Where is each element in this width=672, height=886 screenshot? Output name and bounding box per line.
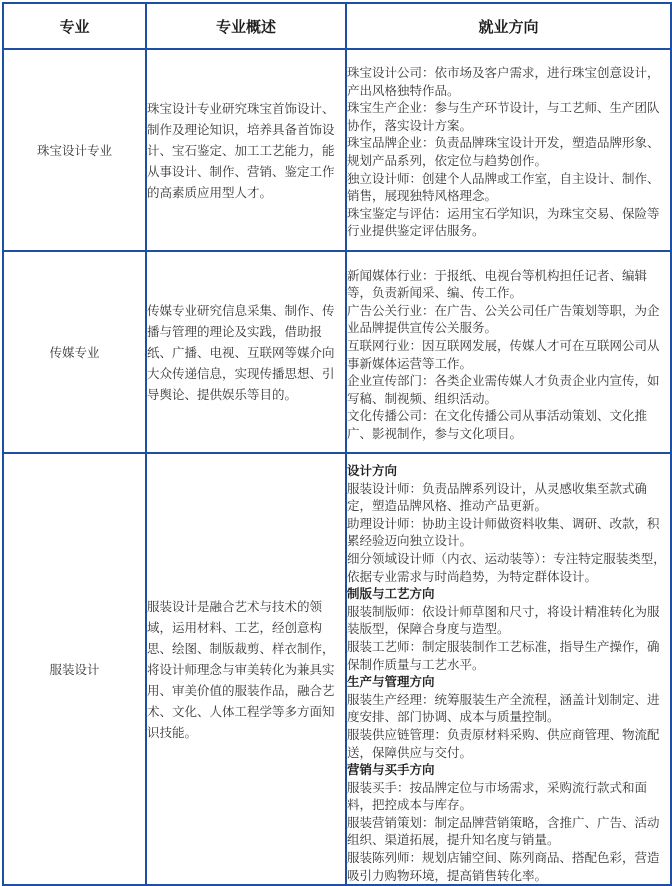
- career-list: [346, 453, 671, 885]
- table-row: [3, 251, 671, 453]
- table-row: [3, 49, 671, 251]
- major-overview: 服装设计是融合艺术与技术的领域，运用材料、工艺，经创意构思、绘图、制版裁剪、样衣制作，将设计师理念与审美转化为兼具实用、审美价值的服装作品，融合艺术、文化、人体工程学等多方面知识技能。: [146, 453, 346, 885]
- career-item: 服装陈列师：规划店铺空间、陈列商品、搭配色彩，营造吸引力购物环境，提高销售转化率。: [347, 850, 660, 883]
- major-overview: 珠宝设计专业研究珠宝首饰设计、制作及理论知识，培养具备首饰设计、宝石鉴定、加工工艺能力，能从事设计、制作、营销、鉴定工作的高素质应用型人才。: [146, 49, 346, 251]
- career-item: 广告公关行业：在广告、公关公司任广告策划等职，为企业品牌提供宣传公关服务。: [347, 302, 660, 336]
- career-item: 珠宝设计公司：依市场及客户需求，进行珠宝创意设计，产出风格独特作品。: [347, 65, 660, 98]
- header-career: 就业方向: [346, 3, 671, 49]
- career-item: 服装生产经理：统筹服装生产全流程，涵盖计划制定、进度安排、部门协调、成本与质量控制。: [347, 691, 660, 725]
- career-item: 服装供应链管理：负责原材料采购、供应商管理、物流配送，保障供应与交付。: [347, 726, 660, 760]
- career-item: 文化传播公司：在文化传播公司从事活动策划、文化推广、影视制作，参与文化项目。: [347, 408, 648, 441]
- header-row: [3, 3, 671, 49]
- career-item: 服装营销策划：制定品牌营销策略，含推广、广告、活动组织、渠道拓展，提升知名度与销量。: [347, 814, 660, 848]
- major-name: 传媒专业: [3, 251, 146, 453]
- career-item: 服装买手：按品牌定位与市场需求，采购流行款式和面料，把控成本与库存。: [347, 779, 648, 813]
- major-name: 服装设计: [3, 453, 146, 885]
- career-list: [346, 251, 671, 453]
- career-section-title: 设计方向: [347, 463, 398, 478]
- header-major: 专业: [3, 3, 146, 49]
- career-item: 新闻媒体行业：于报纸、电视台等机构担任记者、编辑等，负责新闻采、编、传工作。: [347, 267, 648, 301]
- majors-table: [2, 2, 672, 886]
- career-item: 细分领域设计师（内衣、运动装等）：专注特定服装类型，依据专业需求与时尚趋势，为特定群体设计。: [347, 550, 666, 584]
- career-item: 服装工艺师：制定服装制作工艺标准，指导生产操作，确保制作质量与工艺水平。: [347, 638, 660, 672]
- career-section-title: 生产与管理方向: [347, 674, 435, 690]
- career-item: 服装制版师：依设计师草图和尺寸，将设计精准转化为服装版型，保障合身度与造型。: [347, 603, 660, 637]
- career-list: [346, 49, 671, 251]
- career-item: 珠宝品牌企业：负责品牌珠宝设计开发，塑造品牌形象、规划产品系列，依定位与趋势创作。: [347, 135, 660, 168]
- major-name: 珠宝设计专业: [3, 49, 146, 251]
- career-section-title: 制版与工艺方向: [347, 586, 435, 602]
- header-overview: 专业概述: [146, 3, 346, 49]
- career-item: 珠宝生产企业：参与生产环节设计，与工艺师、生产团队协作，落实设计方案。: [347, 100, 660, 133]
- career-item: 助理设计师：协助主设计师做资料收集、调研、改款，积累经验迈向独立设计。: [347, 515, 660, 549]
- career-item: 独立设计师：创建个人品牌或工作室，自主设计、制作、销售，展现独特风格理念。: [347, 170, 660, 204]
- career-item: 互联网行业：因互联网发展，传媒人才可在互联网公司从事新媒体运营等工作。: [347, 337, 660, 371]
- table-row: [3, 453, 671, 885]
- major-overview: 传媒专业研究信息采集、制作、传播与管理的理论及实践，借助报纸、广播、电视、互联网等媒介向大众传递信息，实现传播思想、引导舆论、提供娱乐等目的。: [146, 251, 346, 453]
- career-section-title: 营销与买手方向: [347, 762, 435, 778]
- career-item: 珠宝鉴定与评估：运用宝石学知识，为珠宝交易、保险等行业提供鉴定评估服务。: [347, 205, 660, 239]
- career-item: 服装设计师：负责品牌系列设计，从灵感收集至款式确定，塑造品牌风格、推动产品更新。: [347, 480, 648, 514]
- career-item: 企业宣传部门：各类企业需传媒人才负责企业内宣传，如写稿、制视频、组织活动。: [347, 373, 660, 406]
